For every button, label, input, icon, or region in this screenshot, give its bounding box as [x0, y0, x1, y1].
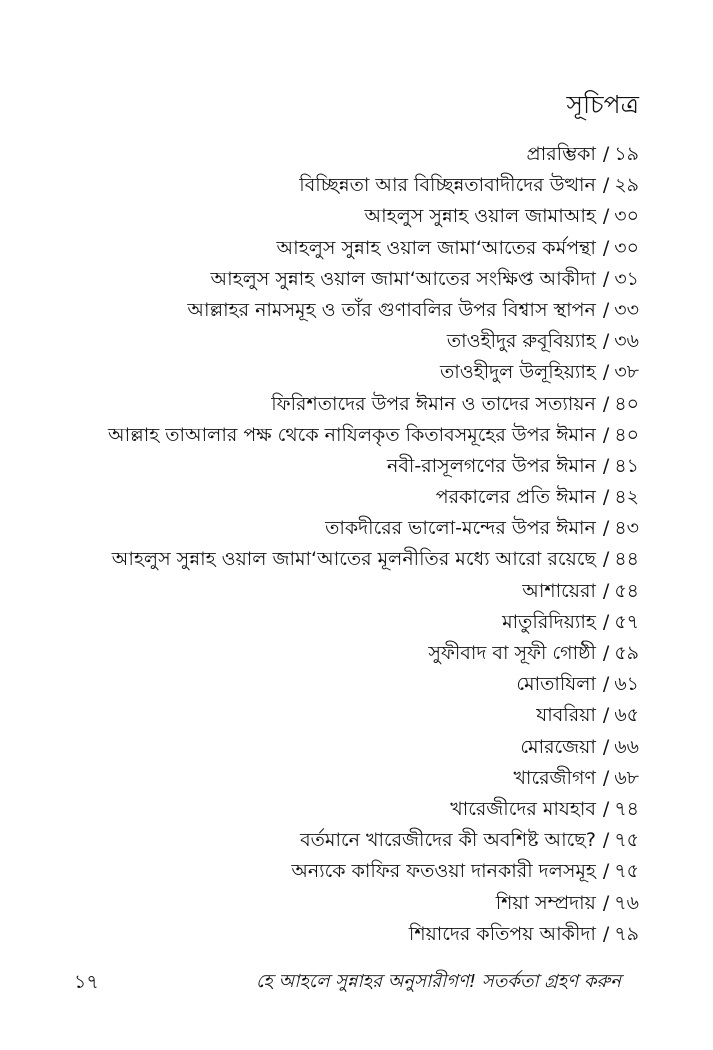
toc-entry [39, 794, 639, 825]
toc-entry [39, 233, 639, 264]
toc-entry-page: ৬৬ [614, 735, 639, 758]
toc-entry-title: নবী-রাসূলগণের উপর ঈমান [386, 454, 596, 477]
toc-entry [39, 825, 639, 856]
toc-entry-page: ৪৩ [614, 517, 639, 540]
toc-entry [39, 513, 639, 544]
toc-entry-title: ফিরিশতাদের উপর ঈমান ও তাদের সত্যায়ন [271, 392, 596, 415]
toc-entry [39, 888, 639, 919]
toc-entry [39, 700, 639, 731]
toc-entry [39, 264, 639, 295]
toc-entry-title: পরকালের প্রতি ঈমান [435, 486, 596, 509]
toc-entry-separator: / [602, 486, 610, 509]
toc-entry-separator: / [602, 922, 610, 945]
toc-entry-title: তাওহীদুল উলূহিয়্যাহ [439, 361, 596, 384]
toc-entry [39, 919, 639, 950]
toc-entry-page: ৫৪ [614, 579, 639, 602]
toc-entry-separator: / [602, 361, 610, 384]
toc-entry-separator: / [602, 860, 610, 883]
toc-entry [39, 732, 639, 763]
toc-entry-title: শিয়াদের কতিপয় আকীদা [408, 922, 596, 945]
toc-entry [39, 357, 639, 388]
toc-entry-title: প্রারম্ভিকা [526, 143, 596, 165]
toc-entry-separator: / [602, 236, 610, 259]
toc-entry-page: ৭৫ [614, 860, 639, 883]
toc-entry [39, 139, 639, 170]
toc-entry-separator: / [602, 423, 610, 446]
toc-entry [39, 576, 639, 607]
toc-entry-title: খারেজীগণ [513, 766, 596, 789]
toc-entry-page: ৬৮ [614, 766, 639, 789]
toc-entry-separator: / [602, 392, 610, 415]
toc-entry-separator: / [602, 454, 610, 477]
toc-entry-separator: / [602, 143, 610, 165]
toc-entry [39, 389, 639, 420]
toc-entry-title: আহলুস সুন্নাহ ওয়াল জামা‘আতের সংক্ষিপ্ত আকীদা [210, 267, 596, 290]
toc-entry [39, 451, 639, 482]
toc-entry-page: ৭৯ [614, 922, 639, 945]
toc-entry-separator: / [602, 517, 610, 540]
toc-entry-title: আশায়েরা [522, 579, 596, 602]
toc-entry-separator: / [602, 642, 610, 664]
toc-entry-page: ৬৫ [614, 704, 639, 727]
toc-entry [39, 544, 639, 575]
toc-entry-title: খারেজীদের মাযহাব [450, 797, 596, 820]
toc-entry-page: ৩৩ [614, 298, 639, 321]
toc-entry-title: মাতুরিদিয়্যাহ [502, 610, 596, 633]
toc-entry-page: ৪০ [614, 392, 639, 415]
toc-entry-page: ৪১ [614, 454, 639, 477]
toc-entry-separator: / [602, 704, 610, 727]
toc-entry [39, 856, 639, 887]
toc-entry-separator: / [602, 891, 610, 914]
toc-entry-page: ২৯ [614, 174, 639, 197]
toc-entry-title: আহলুস সুন্নাহ ওয়াল জামা‘আতের মূলনীতির মধ্যে আরো রয়েছে [111, 548, 596, 571]
toc-entry-title: অন্যকে কাফির ফতওয়া দানকারী দলসমূহ [291, 860, 596, 883]
toc-entry-separator: / [602, 205, 610, 228]
toc-entry-title: আল্লাহ তাআলার পক্ষ থেকে নাযিলকৃত কিতাবসমূহের উপর ঈমান [108, 423, 596, 446]
toc-entry [39, 420, 639, 451]
toc-entry-page: ৫৭ [614, 610, 639, 633]
toc-entry-page: ৩৮ [614, 361, 639, 384]
page-number: ১৭ [74, 971, 99, 993]
toc-entry [39, 201, 639, 232]
toc-entry-title: শিয়া সম্প্রদায় [495, 891, 596, 914]
toc-entry-title: তাকদীরের ভালো-মন্দের উপর ঈমান [325, 517, 596, 540]
toc-entry-title: মোরজেয়া [520, 735, 596, 758]
toc-entry-page: ৫৯ [614, 642, 639, 664]
toc-entry [39, 763, 639, 794]
toc-entry-separator: / [602, 267, 610, 290]
toc-entry [39, 669, 639, 700]
toc-entry [39, 170, 639, 201]
toc-heading: সূচিপত্র [566, 90, 639, 119]
toc-entry-page: ৩৬ [614, 330, 639, 353]
toc-entry-page: ৪৪ [614, 548, 639, 571]
toc-entry-page: ৪০ [614, 423, 639, 446]
toc-entry-page: ৭৪ [614, 797, 639, 820]
toc-entry-separator: / [602, 579, 610, 602]
toc-entry-separator: / [602, 610, 610, 633]
toc-entry-separator: / [602, 829, 610, 852]
toc-entry-title: যাবরিয়া [536, 704, 596, 727]
toc-entry-separator: / [602, 174, 610, 197]
toc-entry-title: বর্তমানে খারেজীদের কী অবশিষ্ট আছে? [300, 829, 596, 852]
toc-list [39, 139, 639, 950]
toc-entry-separator: / [602, 735, 610, 758]
toc-entry-page: ৩০ [614, 236, 639, 259]
toc-entry-separator: / [602, 298, 610, 321]
toc-entry-separator: / [602, 797, 610, 820]
toc-entry-title: মোতাযিলা [516, 673, 596, 696]
toc-entry-page: ৪২ [614, 486, 639, 509]
toc-entry-page: ৭৫ [614, 829, 639, 852]
toc-entry-separator: / [602, 766, 610, 789]
toc-entry-page: ৬১ [614, 673, 639, 696]
toc-entry-page: ৩১ [614, 267, 639, 290]
toc-entry [39, 638, 639, 669]
toc-entry [39, 295, 639, 326]
toc-entry-separator: / [602, 330, 610, 353]
running-title: হে আহলে সুন্নাহর অনুসারীগণ! সতর্কতা গ্রহণ করুন [255, 971, 621, 992]
toc-entry-page: ৭৬ [614, 891, 639, 914]
toc-entry-title: সুফীবাদ বা সূফী গোষ্ঠী [428, 642, 596, 664]
toc-entry-page: ৩০ [614, 205, 639, 228]
toc-entry-title: বিচ্ছিন্নতা আর বিচ্ছিন্নতাবাদীদের উত্থান [299, 174, 596, 197]
toc-entry-title: আহলুস সুন্নাহ ওয়াল জামা‘আতের কর্মপন্থা [276, 236, 596, 259]
toc-entry-separator: / [602, 673, 610, 696]
page-footer [0, 965, 713, 999]
toc-entry-title: আহলুস সুন্নাহ ওয়াল জামাআহ [364, 205, 596, 228]
toc-entry [39, 482, 639, 513]
toc-entry-page: ১৯ [614, 143, 639, 165]
toc-entry [39, 326, 639, 357]
toc-entry [39, 607, 639, 638]
toc-entry-title: তাওহীদুর রুবূবিয়্যাহ [446, 330, 596, 353]
toc-entry-separator: / [602, 548, 610, 571]
toc-entry-title: আল্লাহর নামসমূহ ও তাঁর গুণাবলির উপর বিশ্বাস স্থাপন [187, 298, 596, 321]
